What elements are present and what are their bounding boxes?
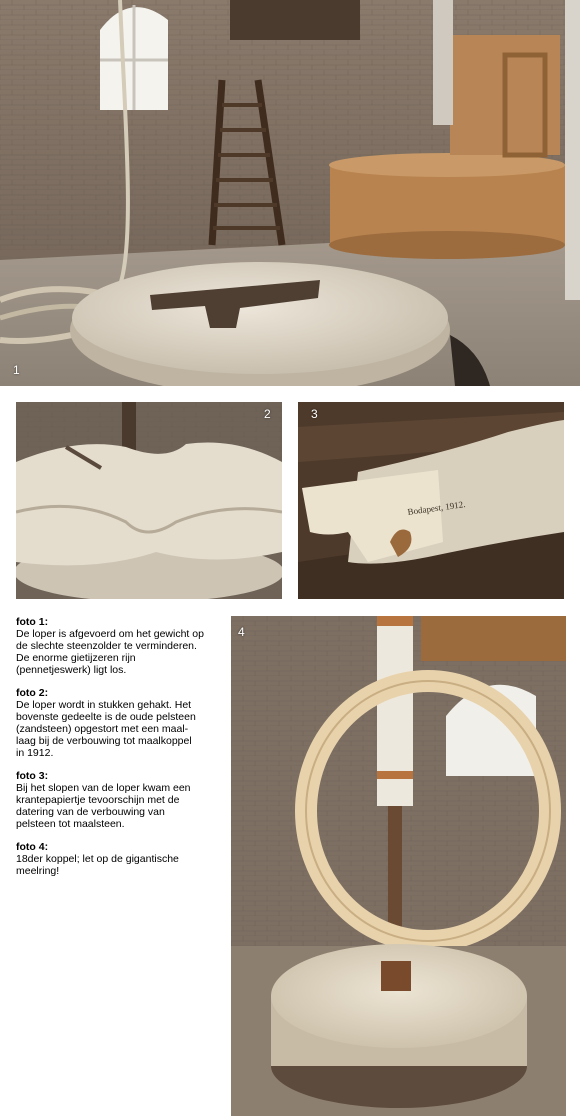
caption-foto-4	[16, 841, 228, 877]
photo-4-meal-ring	[231, 616, 566, 1116]
caption-text-2: De loper wordt in stukken gehakt. Het bovenste gedeelte is de oude pelsteen (zandsteen) opgestort met een maal- laag bij de verbouwing tot maalkoppel in 1912.	[16, 699, 196, 759]
photo-3-image	[298, 402, 564, 599]
photo-3-scrap-text: Bodapest, 1912.	[406, 498, 466, 517]
photo-2-runner-stone	[16, 402, 282, 599]
photo-4-number: 4	[238, 625, 245, 639]
photo-1-millstone-floor	[0, 0, 580, 386]
photo-3-number: 3	[311, 407, 318, 421]
photo-1-image	[0, 0, 580, 386]
photo-2-image	[16, 402, 282, 599]
photo-3-newspaper-scrap	[298, 402, 564, 599]
caption-text-4: 18der koppel; let op de gigantische meelring!	[16, 853, 179, 877]
caption-title-4: foto 4:	[16, 841, 49, 853]
caption-title-1: foto 1:	[16, 616, 49, 628]
photo-4-image	[231, 616, 566, 1116]
caption-foto-1	[16, 616, 228, 676]
caption-foto-3	[16, 770, 228, 830]
photo-2-number: 2	[264, 407, 271, 421]
captions-column	[16, 616, 228, 888]
caption-title-3: foto 3:	[16, 770, 49, 782]
caption-text-3: Bij het slopen van de loper kwam een krantepapiertje tevoorschijn met de datering van de verbouwing van pelsteen tot maalsteen.	[16, 782, 191, 830]
caption-foto-2	[16, 687, 228, 759]
caption-text-1: De loper is afgevoerd om het gewicht op de slechte steenzolder te verminderen. De enorme gietijzeren rijn (pennetjeswerk) ligt los.	[16, 628, 204, 676]
photo-1-number: 1	[13, 363, 20, 377]
caption-title-2: foto 2:	[16, 687, 49, 699]
